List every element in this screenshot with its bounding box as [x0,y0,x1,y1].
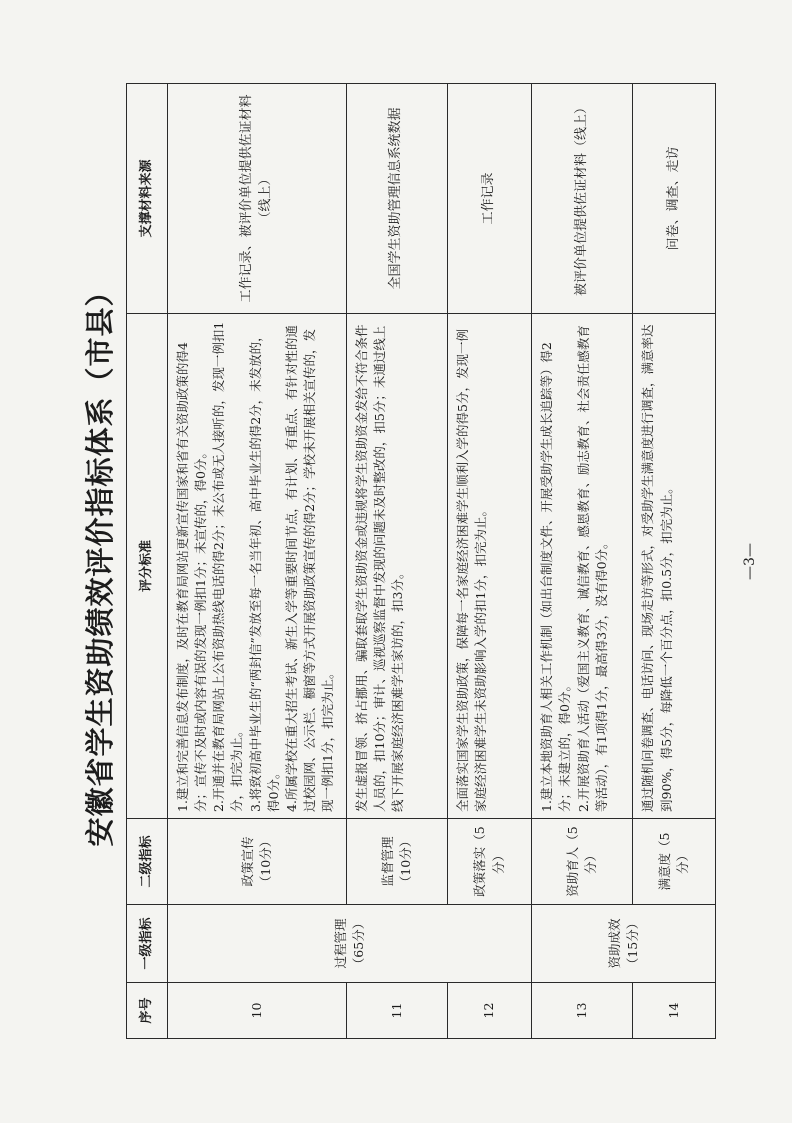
scoring-criteria [532,314,633,819]
table-row [447,84,532,1039]
table-header-row [127,84,168,1039]
criteria-item: 通过随机问卷调查、电话访问、现场走访等形式，对受助学生满意度进行调查，满意率达到90%，得5分，每降低一个百分点，扣0.5分，扣完为止。 [640,324,674,812]
criteria-item: 1.建立本地资助育人相关工作机制（如出台制度文件、开展受助学生成长追踪等）得2分；未建立的，得0分。 [539,342,573,812]
table-row [346,84,447,1039]
row-number: 10 [168,983,347,1039]
support-source: 工作记录 [447,84,532,314]
level2-indicator: 监督管理（10分） [346,819,447,905]
table-row [168,84,347,1039]
level2-indicator: 政策宣传（10分） [168,819,347,905]
level2-indicator: 满意度（5分） [633,819,716,905]
level1-indicator: 过程管理（65分） [168,905,532,983]
criteria-item: 1.建立和完善信息发布制度，及时在教育局网站更新宣传国家和省有关资助政策的得4分；宣传不及时或内容有误的发现一例扣1分；未宣传的，得0分。 [175,342,209,812]
criteria-item: 3.将致初高中毕业生的“两封信”发放至每一名当年初、高中毕业生的得2分，未发放的，得0分。 [247,329,281,812]
scoring-criteria [346,314,447,819]
scoring-criteria [633,314,716,819]
criteria-item: 4.所属学校在重大招生考试、新生入学等重要时间节点，有计划、有重点、有针对性的通过校园网、公示栏、橱窗等方式开展资助政策宣传的得2分；学校未开展相关宣传的，发现一例扣1分，扣完为止。 [283,325,335,812]
level1-indicator: 资助成效（15分） [532,905,716,983]
scoring-criteria [447,314,532,819]
row-number: 13 [532,983,633,1039]
row-number: 14 [633,983,716,1039]
table-row [532,84,633,1039]
row-number: 12 [447,983,532,1039]
header-level2: 二级指标 [127,819,168,905]
header-no: 序号 [127,983,168,1039]
row-number: 11 [346,983,447,1039]
table-row [633,84,716,1039]
document-title: 安徽省学生资助绩效评价指标体系（市县） [83,276,117,847]
support-source: 问卷、调查、走访 [633,84,716,314]
level2-indicator: 资助育人（5分） [532,819,633,905]
level2-indicator: 政策落实（5分） [447,819,532,905]
header-criteria: 评分标准 [127,314,168,819]
header-source: 支撑材料来源 [127,84,168,314]
indicator-table [126,83,716,1039]
page-number: —3— [742,543,758,580]
scoring-criteria [168,314,347,819]
header-level1: 一级指标 [127,905,168,983]
criteria-item: 全面落实国家学生资助政策，保障每一名家庭经济困难学生顺利入学的得5分，发现一例家庭经济困难学生未资助影响入学的扣1分，扣完为止。 [454,329,488,812]
criteria-item: 发生虚报冒领、挤占挪用、骗取套取学生资助资金或违规将学生资助资金发给不符合条件人员的，扣10分；审计、巡视巡察监督中发现的问题未及时整改的，扣5分；未通过线上线下开展家庭经济困难学生家访的，扣3分。 [353,324,405,812]
support-source: 被评价单位提供佐证材料（线上） [532,84,633,314]
criteria-item: 2.开展资助育人活动（爱国主义教育、诚信教育、感恩教育、励志教育、社会责任感教育等活动），有1项得1分，最高得3分，没有得0分。 [575,325,609,812]
support-source: 全国学生资助管理信息系统数据 [346,84,447,314]
criteria-item: 2.开通并在教育局网站上公布资助热线电话的得2分；未公布或无人接听的，发现一例扣1分，扣完为止。 [211,321,245,812]
support-source: 工作记录、被评价单位提供佐证材料（线上） [168,84,347,314]
